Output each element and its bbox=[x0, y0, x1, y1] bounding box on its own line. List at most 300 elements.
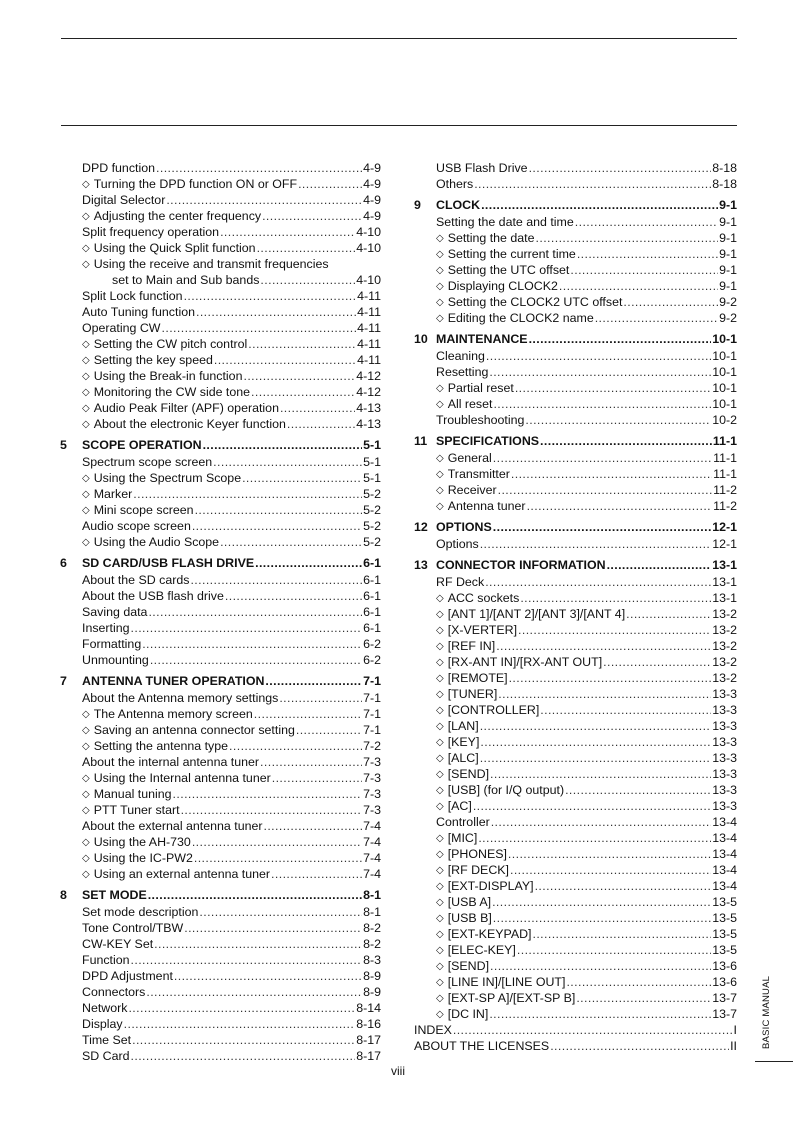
section-number: 5 bbox=[60, 438, 67, 452]
diamond-bullet-icon: ◇ bbox=[436, 833, 444, 844]
toc-entry-receiver[interactable] bbox=[414, 482, 737, 498]
diamond-bullet-icon: ◇ bbox=[436, 913, 444, 924]
side-label: BASIC MANUAL bbox=[761, 975, 772, 1049]
toc-entry-resetting[interactable] bbox=[414, 364, 737, 380]
toc-page-ref: 13-3 bbox=[712, 719, 737, 733]
dot-leader bbox=[529, 330, 712, 348]
toc-page-ref: 7-3 bbox=[363, 771, 381, 785]
toc-entry-split-lock-function[interactable] bbox=[60, 288, 381, 304]
toc-entry-unmounting[interactable] bbox=[60, 652, 381, 668]
toc-entry-label: Setting the CLOCK2 UTC offset bbox=[447, 295, 623, 309]
toc-entry-about-the-antenna-memory-settings[interactable] bbox=[60, 690, 381, 706]
diamond-bullet-icon: ◇ bbox=[436, 865, 444, 876]
dot-leader bbox=[196, 304, 356, 320]
toc-page-ref: 7-3 bbox=[363, 755, 381, 769]
toc-entry-setting-the-cw-pitch-control[interactable] bbox=[60, 336, 381, 352]
diamond-bullet-icon: ◇ bbox=[436, 383, 444, 394]
toc-entry-using-the-quick-split-function[interactable] bbox=[60, 240, 381, 256]
toc-entry-label: Setting the date and time bbox=[436, 215, 574, 229]
toc-page-ref: 10-1 bbox=[712, 332, 737, 346]
toc-entry-label: Using the Quick Split function bbox=[93, 241, 256, 255]
toc-entry-phones[interactable] bbox=[414, 846, 737, 862]
toc-entry-options[interactable] bbox=[414, 536, 737, 552]
toc-page-ref: 13-3 bbox=[712, 767, 737, 781]
dot-leader bbox=[489, 1006, 711, 1022]
toc-entry-label: About the internal antenna tuner bbox=[82, 755, 260, 769]
toc-entry-using-the-internal-antenna-tuner[interactable] bbox=[60, 770, 381, 786]
dot-leader bbox=[493, 518, 711, 536]
toc-entry-label: Saving an antenna connector setting bbox=[93, 723, 295, 737]
toc-entry-label: [X-VERTER] bbox=[447, 623, 518, 637]
toc-entry-inserting[interactable] bbox=[60, 620, 381, 636]
dot-leader bbox=[491, 814, 711, 830]
toc-section-heading-scope-operation[interactable] bbox=[60, 436, 381, 454]
diamond-bullet-icon: ◇ bbox=[436, 265, 444, 276]
diamond-bullet-icon: ◇ bbox=[436, 657, 444, 668]
toc-entry-label: [REMOTE] bbox=[447, 671, 508, 685]
toc-section-heading-specifications[interactable] bbox=[414, 432, 737, 450]
toc-entry-label: Setting the key speed bbox=[93, 353, 213, 367]
toc-entry-elec-key[interactable] bbox=[414, 942, 737, 958]
toc-page-ref: 5-1 bbox=[363, 471, 381, 485]
dot-leader bbox=[493, 396, 711, 412]
diamond-bullet-icon: ◇ bbox=[436, 625, 444, 636]
toc-entry-lan[interactable] bbox=[414, 718, 737, 734]
toc-page-ref: 8-17 bbox=[356, 1033, 381, 1047]
dot-leader bbox=[213, 454, 362, 470]
dot-leader bbox=[264, 818, 363, 834]
dot-leader bbox=[486, 348, 711, 364]
toc-entry-label: Controller bbox=[436, 815, 490, 829]
toc-right-column bbox=[414, 160, 737, 1054]
toc-entry-ext-sp-a-ext-sp-b[interactable] bbox=[414, 990, 737, 1006]
dot-leader bbox=[577, 246, 718, 262]
toc-entry-ref-in[interactable] bbox=[414, 638, 737, 654]
toc-page-ref: 4-11 bbox=[357, 337, 381, 351]
dot-leader bbox=[251, 384, 355, 400]
header-rule-top bbox=[61, 38, 737, 39]
toc-entry-label: Manual tuning bbox=[93, 787, 172, 801]
toc-entry-label: Transmitter bbox=[447, 467, 510, 481]
dot-leader bbox=[517, 942, 711, 958]
toc-entry-displaying-clock2[interactable] bbox=[414, 278, 737, 294]
toc-page-ref: 13-7 bbox=[712, 1007, 737, 1021]
toc-entry-label: Audio scope screen bbox=[82, 519, 191, 533]
dot-leader bbox=[181, 802, 363, 818]
toc-entry-alc[interactable] bbox=[414, 750, 737, 766]
toc-entry-mic[interactable] bbox=[414, 830, 737, 846]
toc-section-heading-sd-card-usb-flash-drive[interactable] bbox=[60, 554, 381, 572]
toc-entry-label: Split Lock function bbox=[82, 289, 183, 303]
toc-page-ref: 6-2 bbox=[363, 653, 381, 667]
dot-leader bbox=[623, 294, 718, 310]
toc-page-ref: 8-16 bbox=[356, 1017, 381, 1031]
toc-entry-label: CW-KEY Set bbox=[82, 937, 154, 951]
toc-entry-label: Auto Tuning function bbox=[82, 305, 195, 319]
toc-entry-label: Resetting bbox=[436, 365, 489, 379]
toc-page-ref: 8-9 bbox=[363, 969, 381, 983]
toc-entry-about-the-sd-cards[interactable] bbox=[60, 572, 381, 588]
dot-leader bbox=[124, 1016, 356, 1032]
toc-page-ref: 6-1 bbox=[363, 589, 381, 603]
side-rule bbox=[755, 1061, 793, 1062]
toc-page-ref: 9-2 bbox=[719, 311, 737, 325]
toc-entry-turning-the-dpd-function-on-or-off[interactable] bbox=[60, 176, 381, 192]
toc-page-ref: 10-1 bbox=[712, 381, 737, 395]
toc-section-heading-antenna-tuner-operation[interactable] bbox=[60, 672, 381, 690]
toc-entry-ext-keypad[interactable] bbox=[414, 926, 737, 942]
toc-entry-monitoring-the-cw-side-tone[interactable] bbox=[60, 384, 381, 400]
toc-entry-ant-1-ant-2-ant-3-ant-4[interactable] bbox=[414, 606, 737, 622]
toc-page-ref: 9-1 bbox=[719, 215, 737, 229]
toc-entry-digital-selector[interactable] bbox=[60, 192, 381, 208]
dot-leader bbox=[576, 990, 711, 1006]
toc-entry-label: [USB A] bbox=[447, 895, 492, 909]
toc-entry-x-verter[interactable] bbox=[414, 622, 737, 638]
toc-page-ref: 13-1 bbox=[712, 575, 737, 589]
toc-entry-using-the-ic-pw2[interactable] bbox=[60, 850, 381, 866]
dot-leader bbox=[570, 262, 718, 278]
diamond-bullet-icon: ◇ bbox=[82, 741, 90, 752]
diamond-bullet-icon: ◇ bbox=[82, 773, 90, 784]
toc-page-ref: 9-1 bbox=[719, 263, 737, 277]
dot-leader bbox=[131, 952, 363, 968]
toc-entry-about-the-internal-antenna-tuner[interactable] bbox=[60, 754, 381, 770]
dot-leader bbox=[255, 554, 362, 572]
toc-entry-usb-for-i-q-output[interactable] bbox=[414, 782, 737, 798]
dot-leader bbox=[493, 450, 712, 466]
diamond-bullet-icon: ◇ bbox=[82, 789, 90, 800]
toc-entry-label: [SEND] bbox=[447, 959, 490, 973]
toc-entry-using-the-break-in-function[interactable] bbox=[60, 368, 381, 384]
toc-entry-setting-the-antenna-type[interactable] bbox=[60, 738, 381, 754]
toc-entry-label: Using the IC-PW2 bbox=[93, 851, 193, 865]
toc-entry-label: [USB B] bbox=[447, 911, 492, 925]
toc-page-ref: 7-1 bbox=[363, 707, 381, 721]
diamond-bullet-icon: ◇ bbox=[82, 387, 90, 398]
toc-entry-sd-card[interactable] bbox=[60, 1048, 381, 1064]
diamond-bullet-icon: ◇ bbox=[436, 993, 444, 1004]
toc-entry-partial-reset[interactable] bbox=[414, 380, 737, 396]
toc-entry-label: Editing the CLOCK2 name bbox=[447, 311, 594, 325]
toc-page-ref: 7-1 bbox=[363, 691, 381, 705]
toc-entry-set-to-main-and-sub-bands[interactable] bbox=[60, 272, 381, 288]
toc-entry-label: [ALC] bbox=[447, 751, 479, 765]
dot-leader bbox=[195, 502, 363, 518]
toc-entry-adjusting-the-center-frequency[interactable] bbox=[60, 208, 381, 224]
toc-entry-setting-the-key-speed[interactable] bbox=[60, 352, 381, 368]
dot-leader bbox=[280, 400, 355, 416]
dot-leader bbox=[148, 604, 362, 620]
dot-leader bbox=[150, 652, 362, 668]
toc-entry-label: SD Card bbox=[82, 1049, 130, 1063]
toc-entry-setting-the-current-time[interactable] bbox=[414, 246, 737, 262]
dot-leader bbox=[535, 878, 712, 894]
toc-entry-using-the-ah-730[interactable] bbox=[60, 834, 381, 850]
toc-section-heading-clock[interactable] bbox=[414, 196, 737, 214]
toc-entry-troubleshooting[interactable] bbox=[414, 412, 737, 428]
dot-leader bbox=[184, 288, 357, 304]
dot-leader bbox=[199, 904, 362, 920]
toc-entry-mini-scope-screen[interactable] bbox=[60, 502, 381, 518]
toc-entry-label: Connectors bbox=[82, 985, 146, 999]
dot-leader bbox=[510, 862, 711, 878]
toc-page-ref: 5-2 bbox=[363, 535, 381, 549]
toc-section-heading-maintenance[interactable] bbox=[414, 330, 737, 348]
toc-entry-label: [EXT-DISPLAY] bbox=[447, 879, 534, 893]
dot-leader bbox=[298, 176, 362, 192]
section-number: 13 bbox=[414, 558, 428, 572]
dot-leader bbox=[525, 412, 711, 428]
toc-entry-label: [TUNER] bbox=[447, 687, 498, 701]
toc-entry-label: Spectrum scope screen bbox=[82, 455, 213, 469]
toc-entry-spectrum-scope-screen[interactable] bbox=[60, 454, 381, 470]
toc-entry-dc-in[interactable] bbox=[414, 1006, 737, 1022]
toc-page-ref: 4-9 bbox=[363, 209, 381, 223]
toc-page-ref: 10-1 bbox=[712, 349, 737, 363]
diamond-bullet-icon: ◇ bbox=[436, 721, 444, 732]
toc-entry-label: Saving data bbox=[82, 605, 148, 619]
toc-page-ref: 4-13 bbox=[356, 417, 381, 431]
dot-leader bbox=[550, 1038, 729, 1054]
toc-entry-manual-tuning[interactable] bbox=[60, 786, 381, 802]
toc-entry-label: Mini scope screen bbox=[93, 503, 194, 517]
toc-page-ref: 8-9 bbox=[363, 985, 381, 999]
toc-entry-network[interactable] bbox=[60, 1000, 381, 1016]
toc-entry-setting-the-date-and-time[interactable] bbox=[414, 214, 737, 230]
toc-entry-label: Time Set bbox=[82, 1033, 132, 1047]
toc-entry-tuner[interactable] bbox=[414, 686, 737, 702]
toc-entry-controller[interactable] bbox=[414, 814, 737, 830]
toc-page-ref: 13-4 bbox=[712, 879, 737, 893]
toc-entry-others[interactable] bbox=[414, 176, 737, 192]
toc-entry-setting-the-date[interactable] bbox=[414, 230, 737, 246]
toc-entry-label: DPD Adjustment bbox=[82, 969, 173, 983]
toc-page-ref: 4-11 bbox=[357, 289, 381, 303]
diamond-bullet-icon: ◇ bbox=[436, 281, 444, 292]
toc-entry-remote[interactable] bbox=[414, 670, 737, 686]
toc-entry-rx-ant-in-rx-ant-out[interactable] bbox=[414, 654, 737, 670]
dot-leader bbox=[489, 364, 711, 380]
toc-entry-rf-deck[interactable] bbox=[414, 862, 737, 878]
toc-entry-auto-tuning-function[interactable] bbox=[60, 304, 381, 320]
toc-page-ref: 13-2 bbox=[712, 607, 737, 621]
dot-leader bbox=[498, 482, 713, 498]
diamond-bullet-icon: ◇ bbox=[82, 211, 90, 222]
toc-entry-label: [ELEC-KEY] bbox=[447, 943, 516, 957]
toc-entry-usb-flash-drive[interactable] bbox=[414, 160, 737, 176]
toc-page-ref: 11-2 bbox=[713, 483, 737, 497]
toc-entry-usb-a[interactable] bbox=[414, 894, 737, 910]
toc-entry-formatting[interactable] bbox=[60, 636, 381, 652]
toc-entry-usb-b[interactable] bbox=[414, 910, 737, 926]
toc-entry-label: SPECIFICATIONS bbox=[436, 434, 540, 448]
toc-entry-setting-the-utc-offset[interactable] bbox=[414, 262, 737, 278]
toc-section-heading-connector-information[interactable] bbox=[414, 556, 737, 574]
section-number: 10 bbox=[414, 332, 428, 346]
dot-leader bbox=[296, 722, 362, 738]
toc-section-heading-options[interactable] bbox=[414, 518, 737, 536]
page-number: viii bbox=[391, 1064, 405, 1078]
toc-entry-using-the-audio-scope[interactable] bbox=[60, 534, 381, 550]
toc-entry-label: Audio Peak Filter (APF) operation bbox=[93, 401, 279, 415]
toc-page-ref: 13-2 bbox=[712, 671, 737, 685]
toc-entry-setting-the-clock2-utc-offset[interactable] bbox=[414, 294, 737, 310]
toc-entry-label: ABOUT THE LICENSES bbox=[414, 1039, 550, 1053]
toc-entry-transmitter[interactable] bbox=[414, 466, 737, 482]
toc-entry-saving-data[interactable] bbox=[60, 604, 381, 620]
toc-page-ref: 13-4 bbox=[712, 815, 737, 829]
toc-entry-label: Set mode description bbox=[82, 905, 199, 919]
toc-entry-general[interactable] bbox=[414, 450, 737, 466]
toc-entry-index[interactable] bbox=[414, 1022, 737, 1038]
dot-leader bbox=[626, 606, 711, 622]
toc-page-ref: 5-2 bbox=[363, 519, 381, 533]
toc-page-ref: 6-1 bbox=[363, 556, 381, 570]
toc-entry-label: [PHONES] bbox=[447, 847, 507, 861]
toc-entry-label: Using the AH-730 bbox=[93, 835, 191, 849]
toc-entry-dpd-adjustment[interactable] bbox=[60, 968, 381, 984]
toc-page-ref: 4-10 bbox=[356, 241, 381, 255]
toc-page-ref: 13-4 bbox=[712, 847, 737, 861]
toc-entry-label: [REF IN] bbox=[447, 639, 496, 653]
toc-entry-acc-sockets[interactable] bbox=[414, 590, 737, 606]
toc-entry-label: Function bbox=[82, 953, 130, 967]
header-rule-bottom bbox=[61, 125, 737, 126]
toc-entry-marker[interactable] bbox=[60, 486, 381, 502]
toc-entry-split-frequency-operation[interactable] bbox=[60, 224, 381, 240]
toc-entry-label: Setting the current time bbox=[447, 247, 576, 261]
toc-entry-function[interactable] bbox=[60, 952, 381, 968]
toc-entry-cw-key-set[interactable] bbox=[60, 936, 381, 952]
toc-entry-label: [LAN] bbox=[447, 719, 479, 733]
toc-entry-key[interactable] bbox=[414, 734, 737, 750]
diamond-bullet-icon: ◇ bbox=[82, 355, 90, 366]
toc-page-ref: 9-1 bbox=[719, 231, 737, 245]
toc-entry-using-the-spectrum-scope[interactable] bbox=[60, 470, 381, 486]
toc-entry-label: All reset bbox=[447, 397, 493, 411]
toc-entry-connectors[interactable] bbox=[60, 984, 381, 1000]
toc-entry-label: [ANT 1]/[ANT 2]/[ANT 3]/[ANT 4] bbox=[447, 607, 626, 621]
toc-entry-ac[interactable] bbox=[414, 798, 737, 814]
toc-entry-ptt-tuner-start[interactable] bbox=[60, 802, 381, 818]
toc-entry-operating-cw[interactable] bbox=[60, 320, 381, 336]
toc-page-ref: 13-5 bbox=[712, 895, 737, 909]
diamond-bullet-icon: ◇ bbox=[82, 805, 90, 816]
toc-section-heading-set-mode[interactable] bbox=[60, 886, 381, 904]
toc-entry-rf-deck[interactable] bbox=[414, 574, 737, 590]
toc-page-ref: 13-1 bbox=[712, 591, 737, 605]
diamond-bullet-icon: ◇ bbox=[436, 929, 444, 940]
toc-entry-display[interactable] bbox=[60, 1016, 381, 1032]
toc-entry-using-an-external-antenna-tuner[interactable] bbox=[60, 866, 381, 882]
diamond-bullet-icon: ◇ bbox=[436, 801, 444, 812]
toc-entry-label: USB Flash Drive bbox=[436, 161, 528, 175]
toc-entry-dpd-function[interactable] bbox=[60, 160, 381, 176]
toc-page-ref: 4-10 bbox=[356, 273, 381, 287]
toc-entry-label: About the USB flash drive bbox=[82, 589, 224, 603]
toc-page-ref: 11-1 bbox=[713, 467, 737, 481]
dot-leader bbox=[225, 588, 362, 604]
diamond-bullet-icon: ◇ bbox=[436, 233, 444, 244]
toc-entry-label: [KEY] bbox=[447, 735, 480, 749]
dot-leader bbox=[559, 278, 718, 294]
toc-page-ref: 10-1 bbox=[712, 365, 737, 379]
toc-entry-time-set[interactable] bbox=[60, 1032, 381, 1048]
dot-leader bbox=[146, 984, 362, 1000]
toc-entry-label: Cleaning bbox=[436, 349, 485, 363]
toc-entry-antenna-tuner[interactable] bbox=[414, 498, 737, 514]
diamond-bullet-icon: ◇ bbox=[82, 339, 90, 350]
toc-entry-editing-the-clock2-name[interactable] bbox=[414, 310, 737, 326]
toc-entry-label: Using the Spectrum Scope bbox=[93, 471, 242, 485]
toc-entry-label: [RF DECK] bbox=[447, 863, 509, 877]
toc-page-ref: 4-9 bbox=[363, 161, 381, 175]
toc-entry-about-the-licenses[interactable] bbox=[414, 1038, 737, 1054]
diamond-bullet-icon: ◇ bbox=[436, 689, 444, 700]
toc-page-ref: 9-1 bbox=[719, 198, 737, 212]
toc-entry-label: [MIC] bbox=[447, 831, 478, 845]
dot-leader bbox=[260, 754, 362, 770]
dot-leader bbox=[133, 486, 362, 502]
dot-leader bbox=[603, 654, 711, 670]
diamond-bullet-icon: ◇ bbox=[436, 673, 444, 684]
dot-leader bbox=[607, 556, 712, 574]
toc-entry-line[interactable] bbox=[60, 256, 381, 272]
toc-entry-label: Troubleshooting bbox=[436, 413, 525, 427]
toc-entry-all-reset[interactable] bbox=[414, 396, 737, 412]
toc-page-ref: 5-2 bbox=[363, 503, 381, 517]
dot-leader bbox=[148, 886, 362, 904]
dot-leader bbox=[154, 936, 362, 952]
diamond-bullet-icon: ◇ bbox=[436, 609, 444, 620]
toc-page-ref: 4-12 bbox=[356, 385, 381, 399]
toc-entry-about-the-electronic-keyer-function[interactable] bbox=[60, 416, 381, 432]
toc-entry-label: General bbox=[447, 451, 492, 465]
diamond-bullet-icon: ◇ bbox=[82, 473, 90, 484]
toc-entry-tone-control-tbw[interactable] bbox=[60, 920, 381, 936]
dot-leader bbox=[203, 436, 363, 454]
dot-leader bbox=[142, 636, 362, 652]
toc-page-ref: 9-1 bbox=[719, 279, 737, 293]
toc-page-ref: 6-1 bbox=[363, 605, 381, 619]
toc-entry-send[interactable] bbox=[414, 766, 737, 782]
toc-entry-cleaning[interactable] bbox=[414, 348, 737, 364]
toc-entry-label: About the Antenna memory settings bbox=[82, 691, 279, 705]
toc-entry-saving-an-antenna-connector-setting[interactable] bbox=[60, 722, 381, 738]
dot-leader bbox=[265, 672, 362, 690]
dot-leader bbox=[540, 702, 711, 718]
toc-entry-ext-display[interactable] bbox=[414, 878, 737, 894]
toc-entry-audio-peak-filter-apf-operation[interactable] bbox=[60, 400, 381, 416]
toc-page-ref: 7-2 bbox=[363, 739, 381, 753]
toc-page-ref: 13-3 bbox=[712, 735, 737, 749]
diamond-bullet-icon: ◇ bbox=[436, 753, 444, 764]
toc-entry-label: Partial reset bbox=[447, 381, 514, 395]
toc-entry-audio-scope-screen[interactable] bbox=[60, 518, 381, 534]
toc-entry-send[interactable] bbox=[414, 958, 737, 974]
toc-entry-the-antenna-memory-screen[interactable] bbox=[60, 706, 381, 722]
toc-entry-about-the-usb-flash-drive[interactable] bbox=[60, 588, 381, 604]
dot-leader bbox=[192, 518, 362, 534]
toc-entry-set-mode-description[interactable] bbox=[60, 904, 381, 920]
toc-entry-about-the-external-antenna-tuner[interactable] bbox=[60, 818, 381, 834]
toc-entry-label: Inserting bbox=[82, 621, 130, 635]
toc-page-ref: 9-1 bbox=[719, 247, 737, 261]
toc-entry-controller[interactable] bbox=[414, 702, 737, 718]
toc-entry-label: Network bbox=[82, 1001, 128, 1015]
toc-entry-line-in-line-out[interactable] bbox=[414, 974, 737, 990]
